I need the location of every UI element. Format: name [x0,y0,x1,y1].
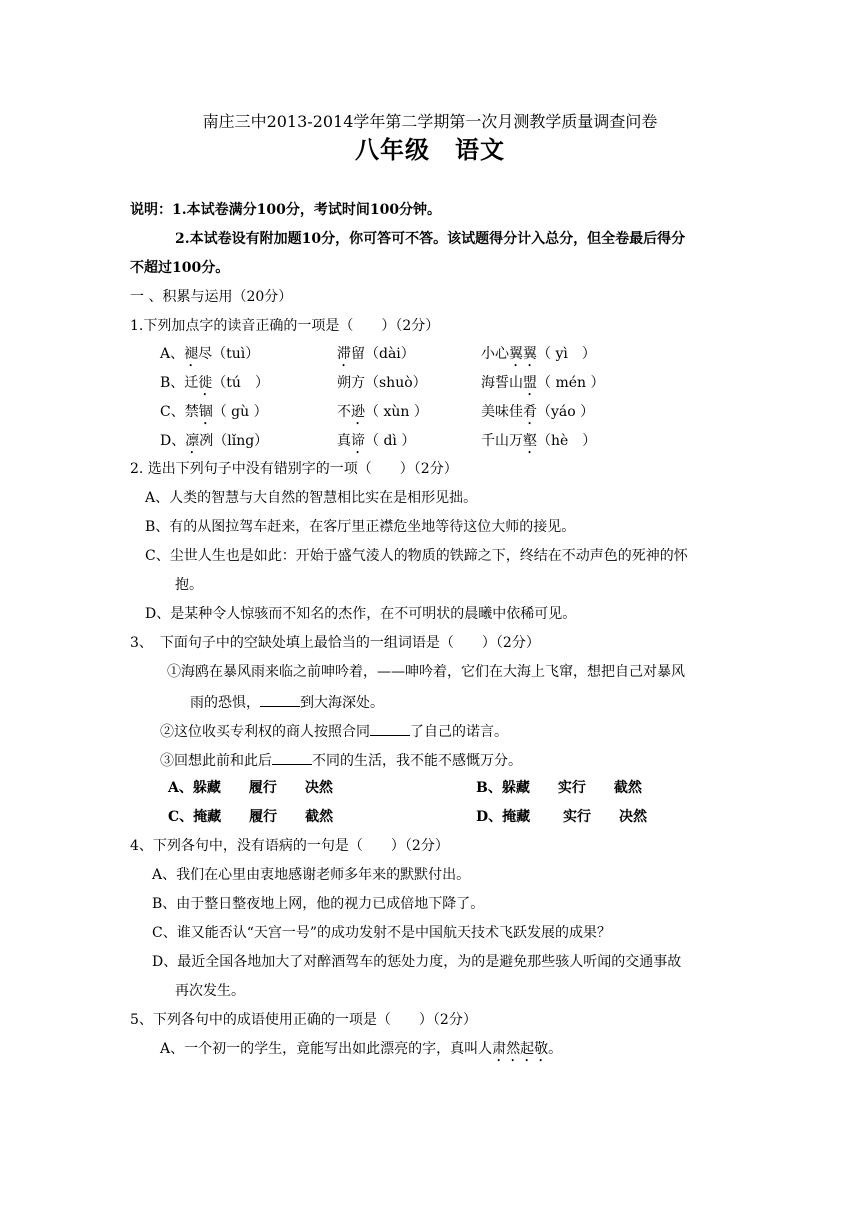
q2-option-d: D、是某种令人惊骇而不知名的杰作，在不可明状的晨曦中依稀可见。 [145,606,577,622]
q5-option-a [160,1040,562,1065]
section-title: 一 、积累与运用（20分） [130,289,293,305]
q4-option-b: B、由于整日整夜地上网，他的视力已成倍地下降了。 [152,896,485,912]
q1-option-a-col3 [481,345,596,370]
dotted-char: 滞 [337,346,351,362]
dotted-char: 凛 [185,433,200,449]
word-part: 方（shuò） [351,375,427,391]
word-part: 冽（lǐng） [199,433,269,449]
q2-option-a: A、人类的智慧与大自然的智慧相比实在是相形见拙。 [145,490,478,506]
q1-option-b-col2 [337,374,427,399]
q1-option-a-col1 [160,345,259,370]
q3-option-c: C、掩藏 履行 截然 [168,809,334,825]
exam-subtitle: 八年级 语文 [355,135,505,164]
answer-blank[interactable] [370,721,410,736]
word-part: 不 [337,404,351,420]
exam-title: 南庄三中2013-2014学年第二学期第一次月测教学质量调查问卷 [202,112,658,131]
q4-option-d-cont: 再次发生。 [175,983,245,999]
q3-option-a: A、躲藏 履行 决然 [168,780,333,796]
sentence-part: ②这位收买专利权的商人按照合同 [160,724,370,740]
q1-option-d-col2 [337,432,415,457]
question-1-stem: 1.下列加点字的读音正确的一项是（ ）（2分） [130,318,440,334]
answer-blank[interactable] [272,750,312,765]
word-part: 千山万 [481,433,523,449]
q2-option-b: B、有的从图拉驾车赶来，在客厅里正襟危坐地等待这位大师的接见。 [145,519,576,535]
option-label: D、 [160,433,186,449]
question-3-stem: 3、 下面句子中的空缺处填上最恰当的一组词语是（ ）（2分） [130,635,540,651]
word-part: （ yì ） [537,346,596,362]
word-part: 小心 [481,346,509,362]
dotted-char: 翼翼 [509,346,537,362]
q1-option-c-col2 [337,403,428,428]
answer-blank[interactable] [260,692,300,707]
option-label: A、 [160,346,185,362]
word-part: 海誓山 [481,375,523,391]
q3-sentence-2 [160,721,508,741]
question-5-stem: 5、下列各句中的成语使用正确的一项是（ ）（2分） [130,1012,477,1028]
dotted-char: 逊 [351,404,365,420]
dotted-char: 盟 [523,375,537,391]
q1-option-b-col3 [481,374,604,399]
dotted-char: 锢 [198,404,213,420]
q1-option-d-col3 [481,432,596,457]
question-2-stem: 2. 选出下列句子中没有错别字的一项（ ）（2分） [130,461,458,477]
q2-option-c: C、尘世人生也是如此：开始于盛气淩人的物质的铁蹄之下，终结在不动声色的死神的怀 [145,548,688,564]
sentence-part: ③回想此前和此后 [160,753,272,769]
word-part: 美味佳 [481,404,523,420]
q1-option-b-col1 [160,374,269,399]
q1-option-a-col2 [337,345,415,370]
instruction-line-1: 说明：1.本试卷满分100分，考试时间100分钟。 [130,202,442,218]
q3-option-b: B、躲藏 实行 截然 [476,780,642,796]
dotted-char: 谛 [351,433,365,449]
dotted-char: 壑 [523,433,537,449]
word-part: 尽（tuì） [198,346,260,362]
word-part: 朔 [337,375,351,391]
sentence-part: A、一个初一的学生，竟能写出如此漂亮的字，真叫人 [160,1041,493,1057]
instruction-line-2: 2.本试卷设有附加题10分，你可答可不答。该试题得分计入总分，但全卷最后得分 [175,231,686,247]
question-4-stem: 4、下列各句中，没有语病的一句是（ ）（2分） [130,838,449,854]
sentence-part: 。 [548,1041,563,1057]
q3-sentence-1-cont [190,692,384,712]
q3-option-d: D、掩藏 实行 决然 [476,809,648,825]
sentence-part: 了自己的诺言。 [410,724,508,740]
option-label: B、 [160,375,185,391]
q1-option-d-col1 [160,432,268,457]
dotted-char: 褪 [184,346,199,362]
dotted-idiom: 肃然起敬 [492,1041,549,1057]
word-part: （ mén ） [537,375,605,391]
q4-option-c: C、谁又能否认“天宫一号”的成功发射不是中国航天技术飞跃发展的成果？ [152,925,612,941]
q1-option-c-col1 [160,403,268,428]
instruction-line-3: 不超过100分。 [130,260,230,276]
sentence-part: 雨的恐惧， [190,695,260,711]
q4-option-a: A、我们在心里由衷地感谢老师多年来的默默付出。 [152,867,471,883]
word-part: （ dì ） [365,433,416,449]
word-part: （ xùn ） [365,404,428,420]
sentence-part: 到大海深处。 [300,695,384,711]
word-part: （hè ） [537,433,597,449]
word-part: 迁 [184,375,199,391]
word-part: （ gù ） [212,404,268,420]
word-part: （yáo ） [537,404,595,420]
q3-sentence-3 [160,750,522,770]
q3-sentence-1: ①海鸥在暴风雨来临之前呻吟着，——呻吟着，它们在大海上飞窜，想把自己对暴风 [167,664,685,680]
word-part: （tú ） [212,375,269,391]
word-part: 真 [337,433,351,449]
word-part: 留（dài） [351,346,415,362]
option-label: C、 [160,404,185,420]
word-part: 禁 [184,404,199,420]
q2-option-c-cont: 抱。 [175,577,203,593]
dotted-char: 肴 [523,404,537,420]
dotted-char: 徙 [198,375,213,391]
q1-option-c-col3 [481,403,594,428]
q4-option-d: D、最近全国各地加大了对醉酒驾车的惩处力度，为的是避免那些骇人听闻的交通事故 [152,954,682,970]
sentence-part: 不同的生活，我不能不感慨万分。 [312,753,522,769]
